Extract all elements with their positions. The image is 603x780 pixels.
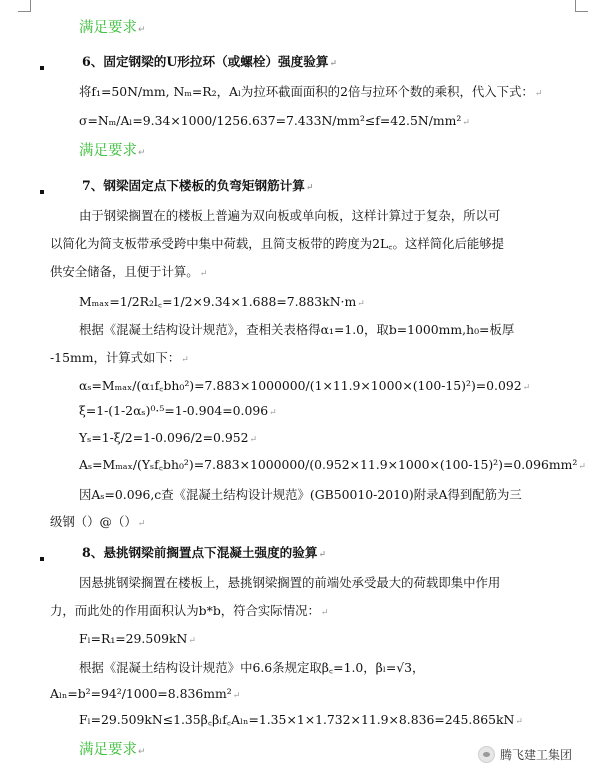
text-line: 力，而此处的作用面积认为b*b，符合实际情况：↵ — [50, 603, 329, 618]
text-line: Fₗ=R₁=29.509kN↵ — [79, 631, 196, 646]
bullet-icon — [40, 190, 44, 194]
text-line: 将f₁=50N/mm, Nₘ=R₂，Aₗ为拉环截面面积的2倍与拉环个数的乘积，代入下式：↵ — [79, 84, 543, 99]
watermark — [478, 742, 572, 766]
text-line: 因Aₛ=0.096,c查《混凝土结构设计规范》(GB50010-2010)附录A得到配筋为三 — [79, 487, 522, 502]
text-line: 根据《混凝土结构设计规范》中6.6条规定取β꜀=1.0，βₗ=√3， — [79, 660, 425, 675]
text-line: ξ=1-(1-2αₛ)⁰·⁵=1-0.904=0.096↵ — [79, 403, 277, 418]
text-line: 因悬挑钢梁搁置在楼板上，悬挑钢梁搁置的前端处承受最大的荷载即集中作用 — [79, 575, 501, 590]
text-line: -15mm，计算式如下：↵ — [50, 350, 189, 365]
text-line: Yₛ=1-ξ/2=1-0.096/2=0.952↵ — [79, 430, 258, 445]
text-line: 6、固定钢梁的U形拉环（或螺栓）强度验算↵ — [82, 54, 337, 69]
text-line: Aₛ=Mₘₐₓ/(Yₛf꜀bh₀²)=7.883×1000000/(0.952×11.9×1000×(100-15)²)=0.096mm²↵ — [79, 457, 586, 472]
text-line: 以简化为简支板带承受跨中集中荷载，且简支板带的跨度为2L꜀。这样简化后能够提 — [50, 236, 505, 251]
text-line: Aₗₙ=b²=94²/1000=8.836mm²↵ — [50, 686, 241, 701]
text-line: Mₘₐₓ=1/2R₂l꜀=1/2×9.34×1.688=7.883kN·m↵ — [79, 294, 365, 309]
text-line: 满足要求↵ — [79, 20, 146, 36]
text-line: 由于钢梁搁置在的楼板上普遍为双向板或单向板，这样计算过于复杂，所以可 — [79, 208, 501, 223]
text-line: 根据《混凝土结构设计规范》，查相关表格得α₁=1.0，取b=1000mm,h₀=板厚 — [79, 322, 515, 337]
text-line: 级钢（）@（）↵ — [50, 514, 146, 529]
watermark-text: 腾飞建工集团 — [500, 747, 573, 762]
text-line: 7、钢梁固定点下楼板的负弯矩钢筋计算↵ — [82, 178, 314, 193]
text-line: 8、悬挑钢梁前搁置点下混凝土强度的验算↵ — [82, 545, 326, 560]
text-line: 满足要求↵ — [79, 742, 146, 758]
text-line: σ=Nₘ/Aₗ=9.34×1000/1256.637=7.433N/mm²≤f=42.5N/mm²↵ — [79, 113, 470, 128]
text-line: 满足要求↵ — [79, 143, 146, 159]
corner-mark-top-left-h — [18, 11, 31, 12]
wechat-icon — [478, 746, 495, 763]
text-line: Fₗ=29.509kN≤1.35β꜀βₗf꜀Aₗₙ=1.35×1×1.732×11.9×8.836=245.865kN↵ — [79, 712, 523, 727]
corner-mark-top-right-h — [575, 11, 588, 12]
text-line: 供安全储备，且便于计算。↵ — [50, 264, 208, 279]
bullet-icon — [40, 66, 44, 70]
bullet-icon — [40, 557, 44, 561]
text-line: αₛ=Mₘₐₓ/(α₁f꜀bh₀²)=7.883×1000000/(1×11.9×1000×(100-15)²)=0.092↵ — [79, 378, 531, 393]
